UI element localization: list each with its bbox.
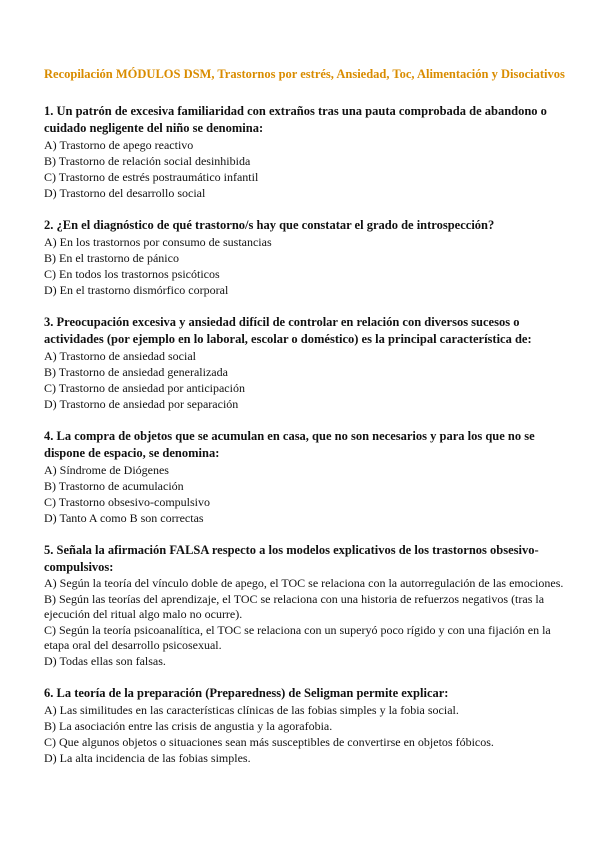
answer-option: A) En los trastornos por consumo de sustancias bbox=[44, 235, 272, 249]
answer-option: B) Trastorno de acumulación bbox=[44, 479, 184, 493]
answer-option: C) Trastorno de estrés postraumático infantil bbox=[44, 170, 259, 184]
answer-option: A) Síndrome de Diógenes bbox=[44, 463, 169, 477]
question-text: 3. Preocupación excesiva y ansiedad difícil de controlar en relación con diversos sucesos o actividades (por ejemplo en lo laboral, escolar o doméstico) es la principal característica de: bbox=[44, 315, 532, 346]
question-text: 6. La teoría de la preparación (Preparedness) de Seligman permite explicar: bbox=[44, 686, 449, 700]
answer-option: B) Trastorno de ansiedad generalizada bbox=[44, 365, 228, 379]
question-1 bbox=[44, 103, 564, 201]
answer-option: A) Las similitudes en las características clínicas de las fobias simples y la fobia social. bbox=[44, 703, 459, 717]
document-title: Recopilación MÓDULOS DSM, Trastornos por estrés, Ansiedad, Toc, Alimentación y Disociativos bbox=[44, 67, 565, 81]
question-2 bbox=[44, 217, 564, 298]
answer-option: D) La alta incidencia de las fobias simples. bbox=[44, 751, 251, 765]
answer-option: D) Trastorno del desarrollo social bbox=[44, 186, 206, 200]
answer-option: C) Trastorno de ansiedad por anticipación bbox=[44, 381, 245, 395]
answer-option: A) Trastorno de apego reactivo bbox=[44, 138, 194, 152]
question-text: 1. Un patrón de excesiva familiaridad con extraños tras una pauta comprobada de abandono o cuidado negligente del niño se denomina: bbox=[44, 104, 547, 135]
answer-option: B) En el trastorno de pánico bbox=[44, 251, 179, 265]
answer-option: C) En todos los trastornos psicóticos bbox=[44, 267, 220, 281]
question-text: 2. ¿En el diagnóstico de qué trastorno/s hay que constatar el grado de introspección? bbox=[44, 218, 495, 232]
answer-option: D) Trastorno de ansiedad por separación bbox=[44, 397, 239, 411]
question-5 bbox=[44, 542, 564, 669]
question-text: 4. La compra de objetos que se acumulan en casa, que no son necesarios y para los que no se dispone de espacio, se denomina: bbox=[44, 429, 535, 460]
question-3 bbox=[44, 314, 564, 412]
question-6 bbox=[44, 685, 564, 766]
answer-option: D) En el trastorno dismórfico corporal bbox=[44, 283, 229, 297]
question-text: 5. Señala la afirmación FALSA respecto a los modelos explicativos de los trastornos obsesivo-compulsivos: bbox=[44, 543, 539, 574]
answer-option: B) La asociación entre las crisis de angustia y la agorafobia. bbox=[44, 719, 333, 733]
answer-option: A) Según la teoría del vínculo doble de apego, el TOC se relaciona con la autorregulación de las emociones. bbox=[44, 576, 564, 590]
answer-option: B) Según las teorías del aprendizaje, el TOC se relaciona con una historia de refuerzos negativos (tras la ejecución del ritual algo malo no ocurre). bbox=[44, 591, 545, 621]
answer-option: C) Trastorno obsesivo-compulsivo bbox=[44, 495, 211, 509]
answer-option: D) Tanto A como B son correctas bbox=[44, 511, 204, 525]
answer-option: B) Trastorno de relación social desinhibida bbox=[44, 154, 251, 168]
answer-option: C) Que algunos objetos o situaciones sean más susceptibles de convertirse en objetos fóbicos. bbox=[44, 735, 494, 749]
answer-option: A) Trastorno de ansiedad social bbox=[44, 349, 196, 363]
answer-option: D) Todas ellas son falsas. bbox=[44, 653, 166, 668]
question-4 bbox=[44, 428, 564, 526]
document-page bbox=[44, 66, 564, 782]
answer-option: C) Según la teoría psicoanalítica, el TOC se relaciona con un superyó poco rígido y con una fijación en la etapa oral del desarrollo psicosexual. bbox=[44, 622, 551, 652]
